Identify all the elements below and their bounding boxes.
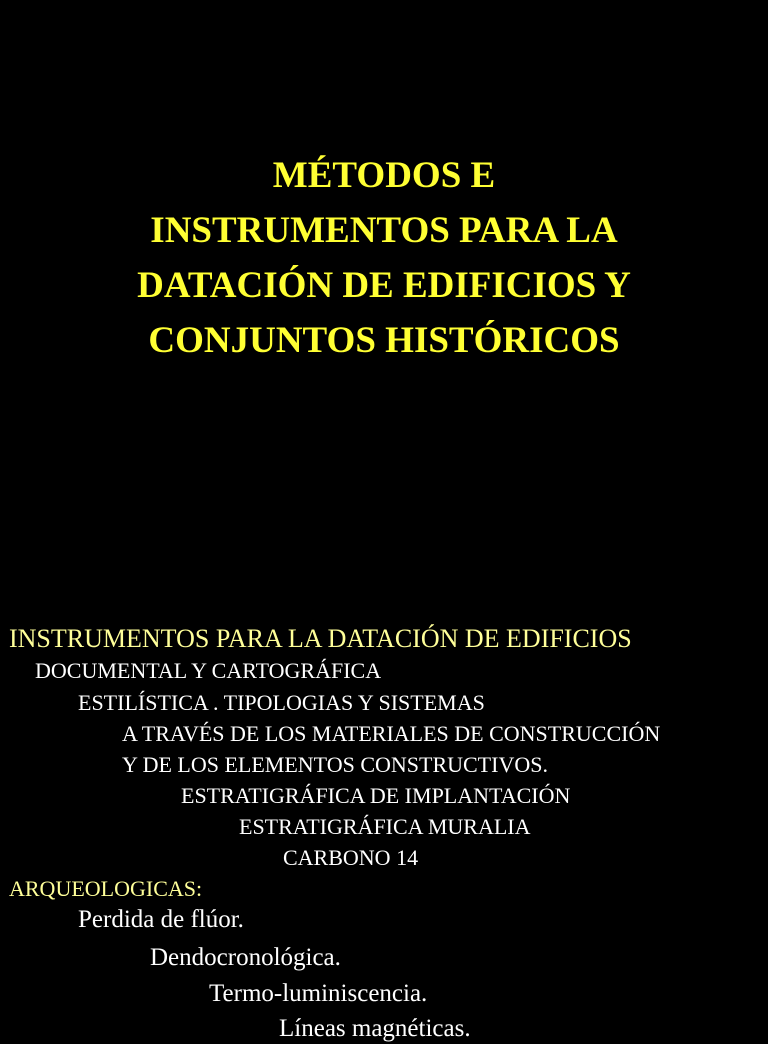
instruments-heading: INSTRUMENTOS PARA LA DATACIÓN DE EDIFICIOS xyxy=(9,624,632,653)
instrument-item-elementos: Y DE LOS ELEMENTOS CONSTRUCTIVOS. xyxy=(122,752,548,777)
title-line: DATACIÓN DE EDIFICIOS Y xyxy=(137,265,631,306)
arqueologica-item-fluor: Perdida de flúor. xyxy=(78,906,244,933)
slide-title xyxy=(0,148,768,368)
title-line: MÉTODOS E xyxy=(272,155,496,196)
instrument-item-estilistica: ESTILÍSTICA . TIPOLOGIAS Y SISTEMAS xyxy=(78,690,485,715)
instrument-item-materiales: A TRAVÉS DE LOS MATERIALES DE CONSTRUCCIÓN xyxy=(122,721,661,746)
instrument-item-documental: DOCUMENTAL Y CARTOGRÁFICA xyxy=(35,658,382,683)
title-line: INSTRUMENTOS PARA LA xyxy=(150,210,618,251)
instrument-item-estratigrafica-implantacion: ESTRATIGRÁFICA DE IMPLANTACIÓN xyxy=(181,783,571,808)
arqueologica-item-dendocronologica: Dendocronológica. xyxy=(150,944,341,971)
arqueologica-item-magneticas: Líneas magnéticas. xyxy=(279,1015,471,1042)
arqueologica-item-termoluminiscencia: Termo-luminiscencia. xyxy=(209,980,428,1007)
title-line: CONJUNTOS HISTÓRICOS xyxy=(148,320,620,361)
arqueologicas-heading: ARQUEOLOGICAS: xyxy=(9,876,203,901)
instrument-item-carbono: CARBONO 14 xyxy=(283,845,419,870)
instrument-item-estratigrafica-muralia: ESTRATIGRÁFICA MURALIA xyxy=(239,814,531,839)
